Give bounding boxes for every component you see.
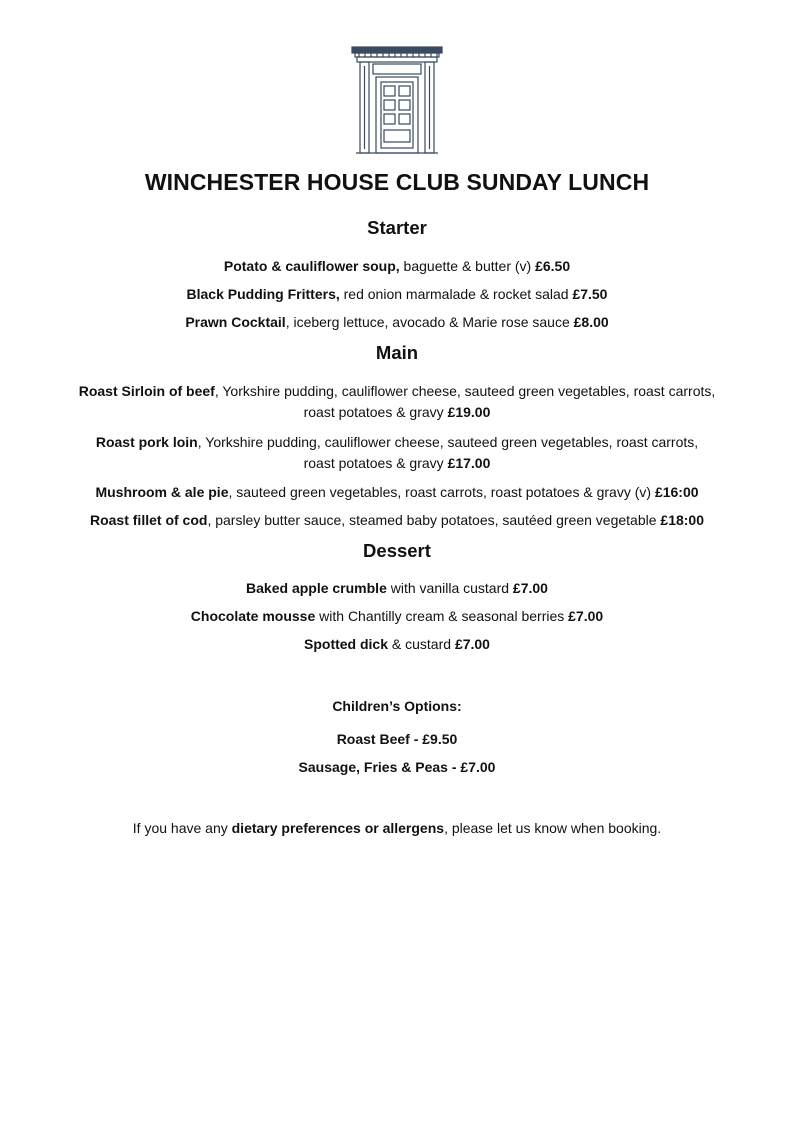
dessert-heading: Dessert — [363, 540, 431, 561]
item-desc: , iceberg lettuce, avocado & Marie rose sauce — [285, 314, 574, 330]
item-desc: , Yorkshire pudding, cauliflower cheese, sauteed green vegetables, roast carrots, — [214, 383, 716, 399]
item-desc: with Chantilly cream & seasonal berries — [315, 608, 569, 624]
item-desc: baguette & butter (v) — [399, 258, 536, 274]
item-desc: , sauteed green vegetables, roast carrots, roast potatoes & gravy (v) — [228, 484, 655, 500]
children-heading-text: Children’s Options: — [332, 698, 462, 714]
item-name: Mushroom & ale pie — [95, 484, 229, 500]
allergen-note — [40, 818, 754, 839]
item-desc: red onion marmalade & rocket salad — [339, 286, 573, 302]
note-bold: dietary preferences or allergens — [231, 820, 445, 836]
item-name: Roast Sirloin of beef — [78, 383, 215, 399]
item-price: £7.00 — [454, 636, 490, 652]
main-heading: Main — [375, 342, 419, 363]
item-desc-cont: roast potatoes & gravy — [303, 404, 448, 420]
starter-item — [40, 312, 754, 333]
item-name: Prawn Cocktail — [185, 314, 286, 330]
item-price: £6.50 — [535, 258, 571, 274]
item-price: £8.00 — [573, 314, 609, 330]
item-price: £18:00 — [660, 512, 704, 528]
main-item — [40, 432, 754, 474]
starter-item — [40, 284, 754, 305]
item-name: Potato & cauliflower soup, — [223, 258, 400, 274]
starter-heading: Starter — [367, 217, 427, 238]
door-facade-icon — [351, 46, 443, 154]
main-item — [40, 381, 754, 423]
dessert-item — [40, 634, 754, 655]
item-desc: , parsley butter sauce, steamed baby potatoes, sautéed green vegetable — [207, 512, 661, 528]
item-name: Chocolate mousse — [190, 608, 316, 624]
note-pre: If you have any — [132, 820, 232, 836]
item-price: £19.00 — [447, 404, 491, 420]
item-price: £7.00 — [568, 608, 604, 624]
children-item-text: Roast Beef - £9.50 — [336, 731, 458, 747]
children-item — [40, 729, 754, 750]
children-item-text: Sausage, Fries & Peas - £7.00 — [298, 759, 496, 775]
main-item — [40, 510, 754, 531]
item-desc: with vanilla custard — [386, 580, 513, 596]
children-item — [40, 757, 754, 778]
item-name: Roast fillet of cod — [89, 512, 208, 528]
note-post: , please let us know when booking. — [444, 820, 662, 836]
main-item — [40, 482, 754, 503]
item-name: Baked apple crumble — [246, 580, 387, 596]
item-price: £7.00 — [512, 580, 548, 596]
item-price: £17.00 — [447, 455, 491, 471]
dessert-item — [40, 606, 754, 627]
dessert-item — [40, 578, 754, 599]
item-desc: & custard — [388, 636, 455, 652]
starter-item — [40, 256, 754, 277]
item-name: Roast pork loin — [95, 434, 198, 450]
item-name: Spotted dick — [304, 636, 389, 652]
item-name: Black Pudding Fritters, — [186, 286, 340, 302]
item-price: £7.50 — [572, 286, 608, 302]
item-price: £16:00 — [654, 484, 699, 500]
children-heading — [40, 696, 754, 717]
item-desc-cont: roast potatoes & gravy — [303, 455, 448, 471]
item-desc: , Yorkshire pudding, cauliflower cheese, sauteed green vegetables, roast carrots, — [197, 434, 699, 450]
menu-title: WINCHESTER HOUSE CLUB SUNDAY LUNCH — [144, 169, 650, 195]
